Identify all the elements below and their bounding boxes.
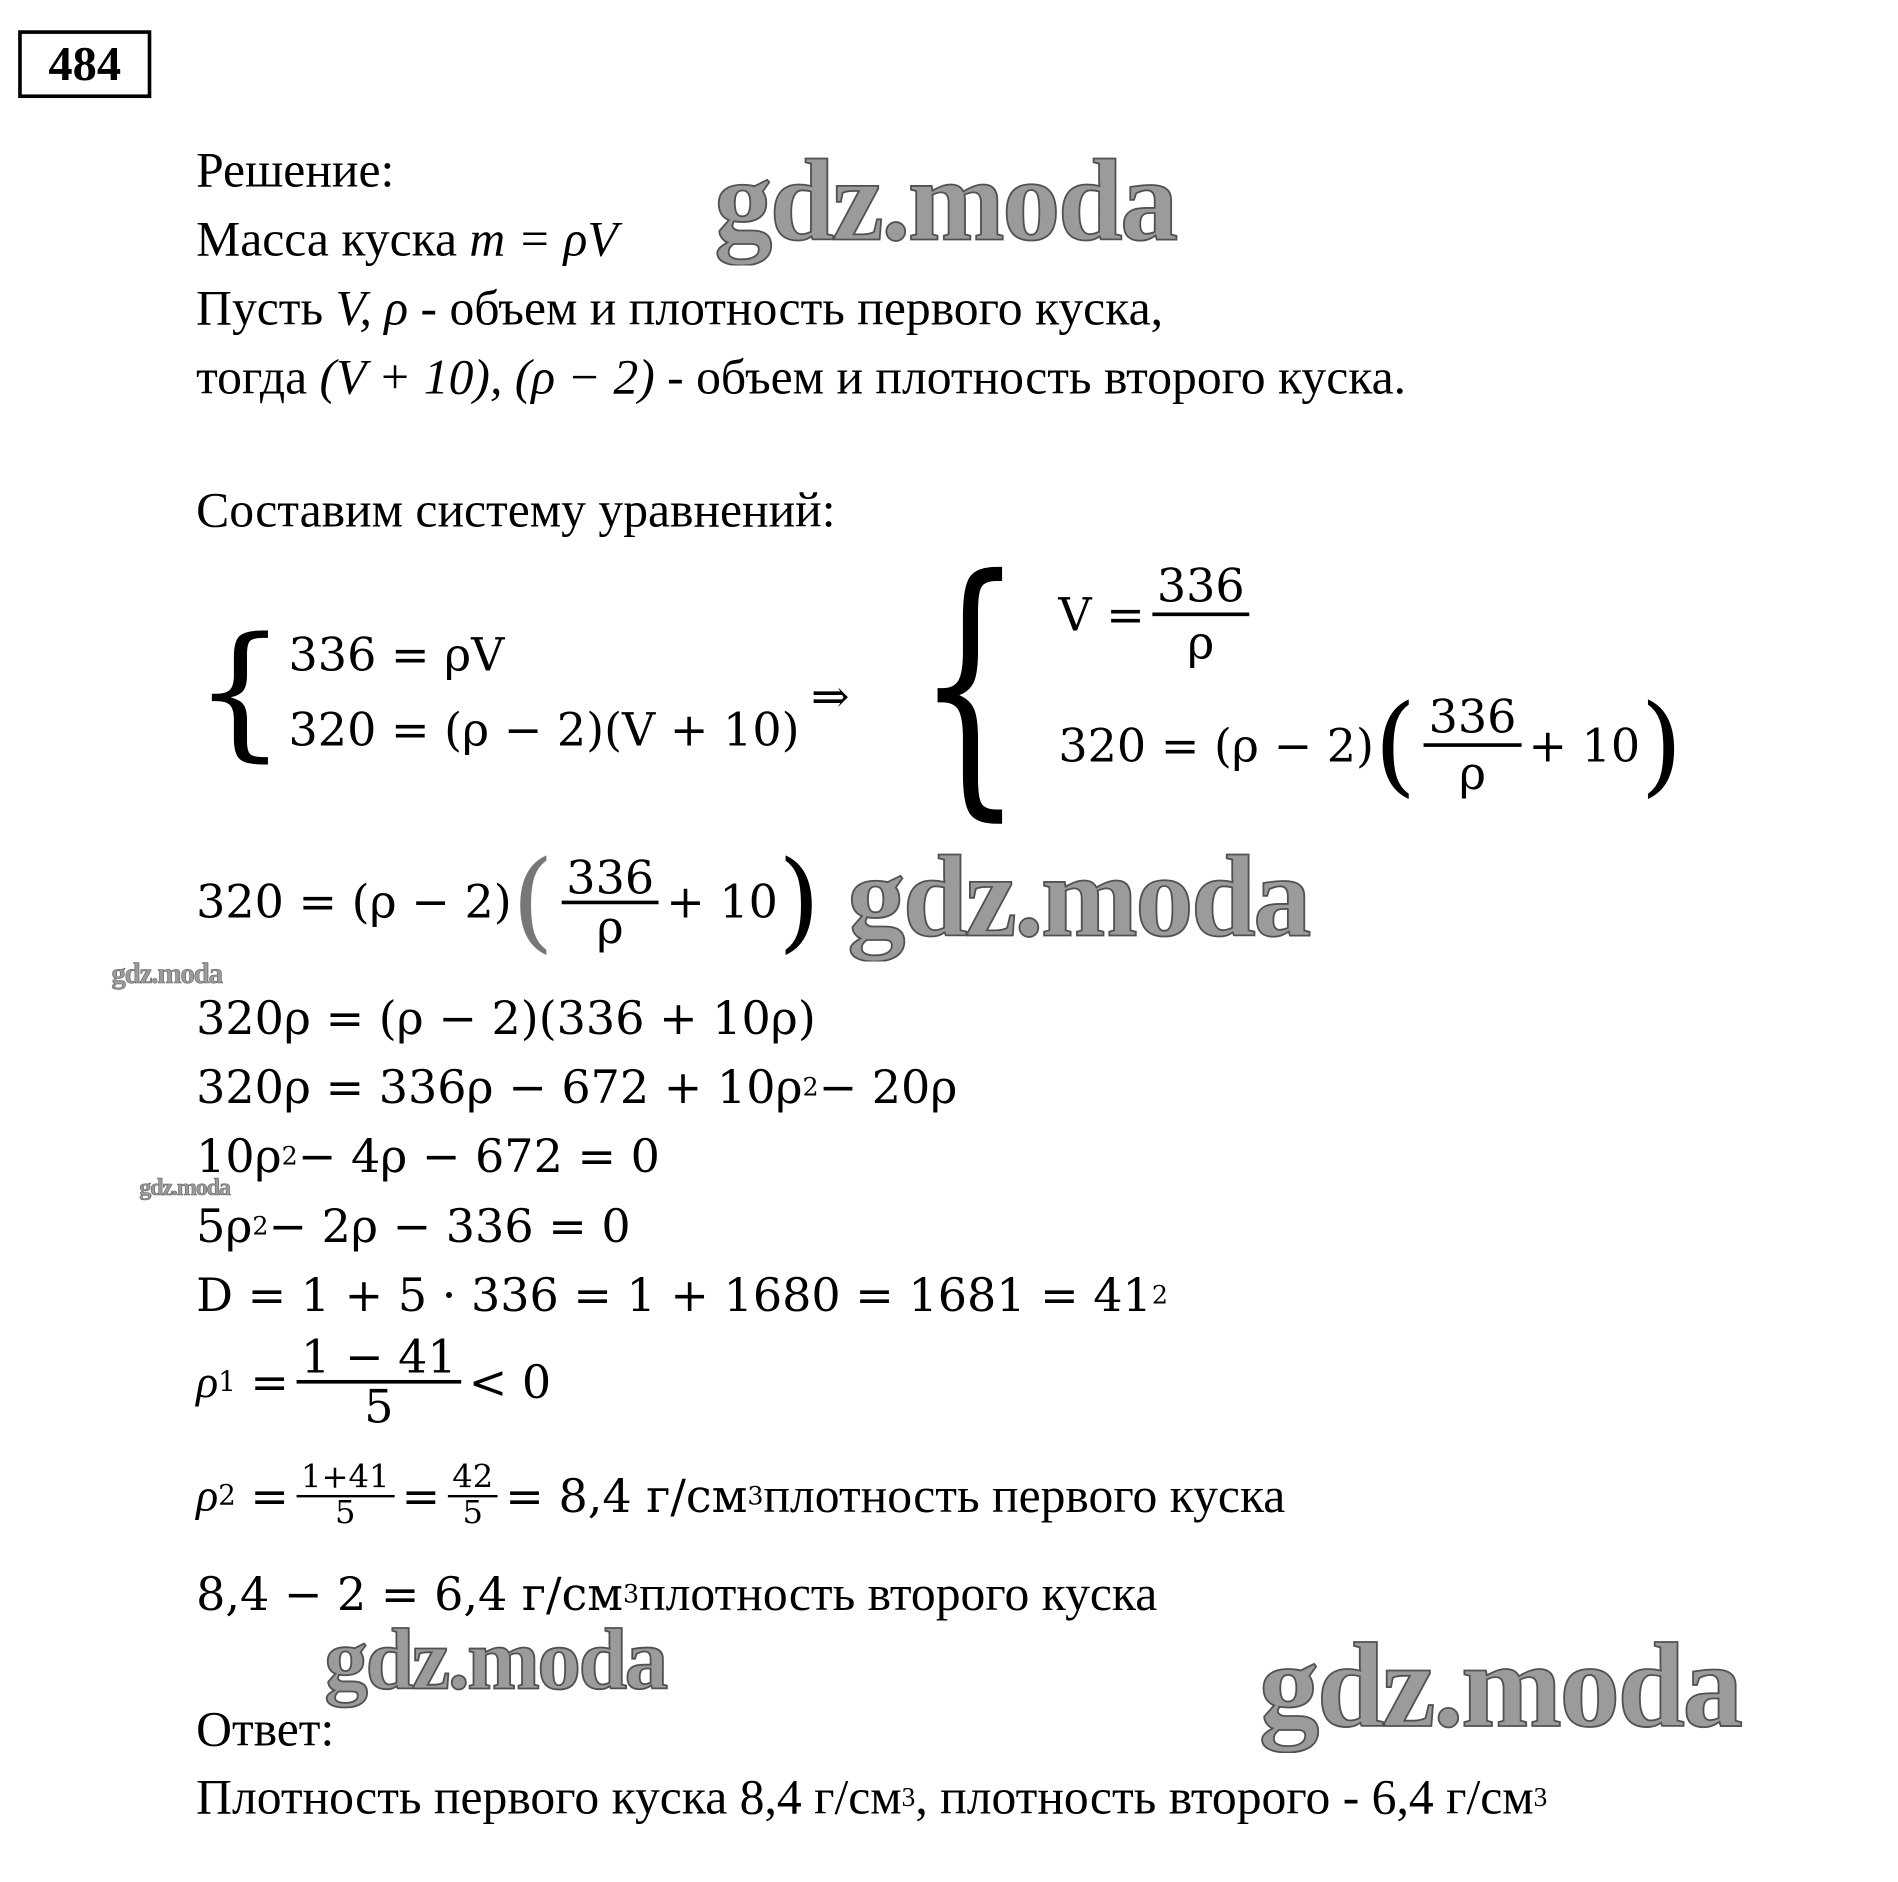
- discriminant: D = 1 + 5 · 336 = 1 + 1680 = 1681 = 41 2: [196, 1268, 1168, 1322]
- solution-heading: Решение:: [196, 141, 395, 198]
- equals: =: [250, 1469, 289, 1523]
- let-vars: V, ρ: [335, 279, 409, 336]
- mass-line: [196, 210, 618, 267]
- step-text: − 4ρ − 672 = 0: [297, 1129, 660, 1183]
- step-text: плотность второго куска: [639, 1565, 1158, 1621]
- fraction: [1424, 690, 1521, 800]
- then-desc: - объем и плотность второго куска.: [667, 348, 1407, 405]
- step-text: − 2ρ − 336 = 0: [268, 1199, 631, 1253]
- step-4: 10ρ 2 − 4ρ − 672 = 0: [196, 1129, 660, 1183]
- let-text: Пусть: [196, 279, 324, 336]
- rho: ρ: [196, 1356, 219, 1408]
- step-5: 5ρ 2 − 2ρ − 336 = 0: [196, 1199, 631, 1253]
- root-2: ρ 2 = $\frac{1+41}{5}$ = $\frac{42}{5}$ = 8,4 г/см 3 плотность первого куска: [196, 1458, 1286, 1531]
- let-line: [196, 279, 1164, 336]
- step-text: 320ρ = 336ρ − 672 + 10ρ: [196, 1060, 803, 1114]
- numerator: 1+41: [296, 1462, 394, 1497]
- then-line: [196, 348, 1407, 405]
- step-lhs: 320 = (ρ − 2): [196, 875, 512, 929]
- then-vars: (V + 10), (ρ − 2): [319, 348, 655, 405]
- step-tail: < 0: [468, 1355, 552, 1409]
- watermark: gdz.moda: [111, 958, 222, 991]
- equals: =: [250, 1355, 289, 1409]
- rho: ρ: [196, 1470, 219, 1522]
- step-tail: = 8,4 г/см: [505, 1469, 748, 1523]
- answer-part: Плотность первого куска 8,4 г/см: [196, 1768, 902, 1825]
- numerator: 336: [1424, 690, 1521, 747]
- step-text: D = 1 + 5 · 336 = 1 + 1680 = 1681 = 41: [196, 1268, 1152, 1322]
- watermark: gdz.moda: [714, 135, 1176, 266]
- denominator: ρ: [1187, 616, 1215, 670]
- fraction: [296, 1458, 394, 1531]
- equation: 320 = (ρ − 2)(V + 10): [288, 703, 800, 757]
- equation-lhs: V =: [1058, 587, 1145, 641]
- step-text: 8,4 − 2 = 6,4 г/см: [196, 1566, 624, 1621]
- watermark: gdz.moda: [847, 831, 1309, 962]
- step-text: − 20ρ: [818, 1060, 958, 1114]
- fraction: [447, 1458, 498, 1531]
- numerator: 336: [1152, 559, 1249, 616]
- numerator: 336: [561, 854, 658, 904]
- mass-formula: m = ρV: [469, 210, 618, 267]
- system-heading: Составим систему уравнений:: [196, 481, 836, 538]
- second-density: 8,4 − 2 = 6,4 г/см 3 плотность второго куска: [196, 1565, 1158, 1621]
- brace-icon: {: [193, 607, 287, 776]
- then-text: тогда: [196, 348, 308, 405]
- fraction: [561, 850, 658, 954]
- equation: 336 = ρV: [288, 628, 505, 682]
- step-text: 10ρ: [196, 1129, 282, 1183]
- watermark: gdz.moda: [324, 1611, 666, 1709]
- step-2: 320ρ = (ρ − 2)(336 + 10ρ): [196, 991, 816, 1045]
- equals: =: [401, 1469, 441, 1523]
- denominator: ρ: [596, 900, 624, 954]
- answer-part: , плотность второго - 6,4 г/см: [915, 1768, 1534, 1825]
- fraction: [1152, 559, 1249, 669]
- denominator: 5: [462, 1493, 483, 1531]
- answer-heading: Ответ:: [196, 1700, 335, 1757]
- step-text: плотность первого куска: [763, 1467, 1286, 1523]
- system-right: { V = $\frac{336}{\rho}$ 320 = (ρ − 2) ( $\frac{336}{\rho}$ + 10 ): [916, 521, 1683, 845]
- equation-tail: + 10: [1528, 718, 1641, 772]
- mass-text: Масса куска: [196, 210, 458, 267]
- implies-arrow: ⇒: [811, 669, 850, 723]
- root-1: ρ 1 = $\frac{1 - 41}{5}$ < 0: [196, 1330, 552, 1434]
- problem-number: 484: [18, 30, 151, 98]
- watermark: gdz.moda: [139, 1174, 230, 1201]
- system-left: [193, 607, 800, 776]
- step-1: 320 = (ρ − 2) ( $\frac{336}{\rho}$ + 10 ): [196, 837, 821, 965]
- fraction: [296, 1330, 461, 1434]
- numerator: 1 − 41: [296, 1334, 461, 1384]
- step-tail: + 10: [666, 875, 778, 929]
- watermark: gdz.moda: [1258, 1618, 1741, 1753]
- step-3: 320ρ = 336ρ − 672 + 10ρ 2 − 20ρ: [196, 1060, 958, 1114]
- numerator: 42: [447, 1462, 498, 1497]
- let-desc: - объем и плотность первого куска,: [420, 279, 1164, 336]
- denominator: 5: [335, 1493, 356, 1531]
- equation-lhs: 320 = (ρ − 2): [1058, 718, 1374, 772]
- answer-text: Плотность первого куска 8,4 г/см 3 , плотность второго - 6,4 г/см 3: [196, 1768, 1548, 1825]
- brace-icon: {: [916, 521, 1023, 845]
- denominator: ρ: [1458, 746, 1487, 801]
- step-text: 5ρ: [196, 1199, 253, 1253]
- denominator: 5: [364, 1379, 394, 1434]
